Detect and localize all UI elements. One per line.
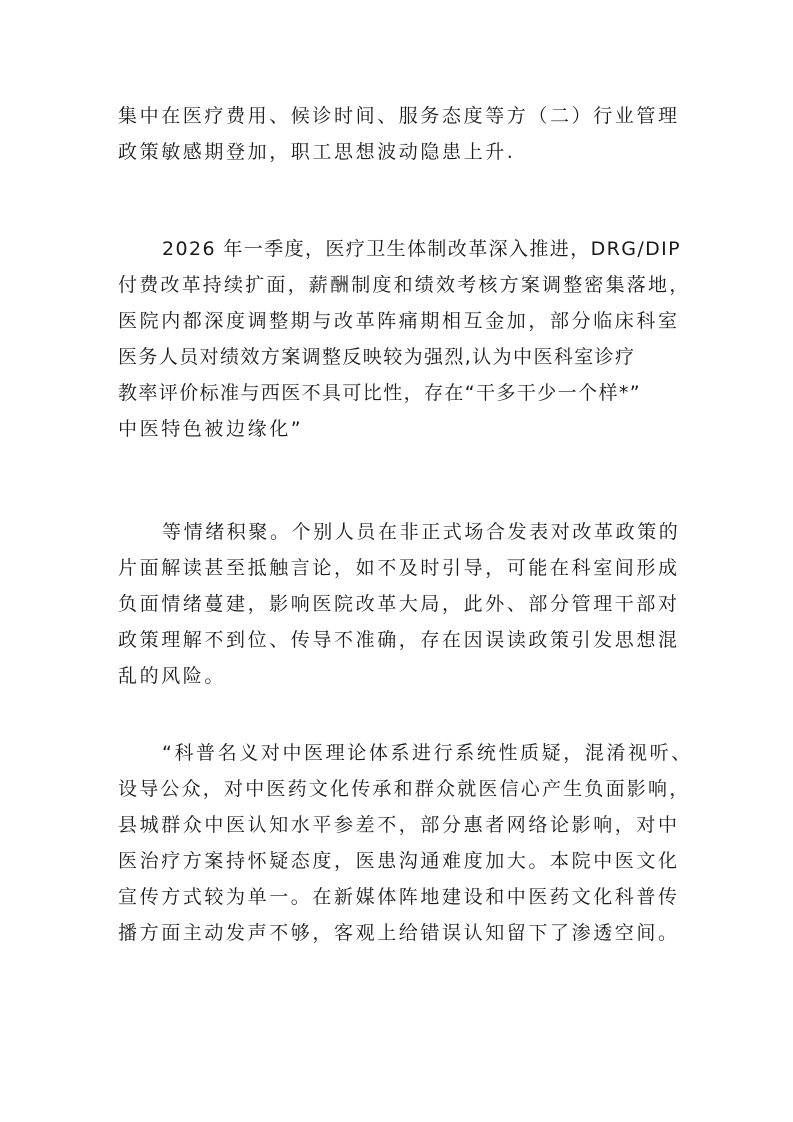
text-line: 播方面主动发声不够，客观上给错误认知留下了渗透空间。 [118, 922, 680, 944]
text-line: 付费改革持续扩面，薪酬制度和绩效考核方案调整密集落地， [118, 274, 691, 296]
text-line: 2026 年一季度，医疗卫生体制改革深入推进，DRG/DIP [162, 238, 682, 260]
text-line: 县城群众中医认知水平参差不，部分惠者网络论影响，对中 [118, 814, 680, 836]
text-line: 宣传方式较为单一。在新媒体阵地建设和中医药文化科普传 [118, 886, 680, 908]
text-line: 集中在医疗费用、候诊时间、服务态度等方（二）行业管理 [118, 105, 680, 127]
text-line: 设导公众，对中医药文化传承和群众就医信心产生负面影响， [118, 778, 691, 800]
text-line: 医治疗方案持怀疑态度，医患沟通难度加大。本院中医文化 [118, 850, 680, 872]
text-line: 医院内都深度调整期与改革阵痛期相互金加，部分临床科室 [118, 310, 680, 332]
text-line: 政策敏感期登加，职工思想波动隐患上升. [118, 141, 516, 163]
text-line: 教率评价标准与西医不具可比性，存在“干多干少一个样*” [118, 382, 641, 404]
paragraph-4 [118, 735, 693, 951]
text-line: 负面情绪蔓建，影响医院改革大局，此外、部分管理干部对 [118, 593, 680, 615]
paragraph-2 [118, 231, 691, 447]
text-line: 医务人员对绩效方案调整反映较为强烈,认为中医科室诊疗 [118, 346, 636, 368]
text-line: 片面解读甚至抵触言论，如不及时引导，可能在科室间形成 [118, 557, 680, 579]
text-line: 乱的风险。 [118, 665, 227, 687]
paragraph-1 [118, 98, 678, 170]
text-line: 中医特色被边缘化” [118, 418, 304, 440]
text-line: “科普名义对中医理论体系进行系统性质疑，混淆视听、 [162, 742, 693, 764]
text-line: 等情绪积聚。个别人员在非正式场合发表对改革政策的 [162, 521, 681, 543]
text-line: 政策理解不到位、传导不准确，存在因误读政策引发思想混 [118, 629, 680, 651]
paragraph-3 [118, 514, 681, 694]
